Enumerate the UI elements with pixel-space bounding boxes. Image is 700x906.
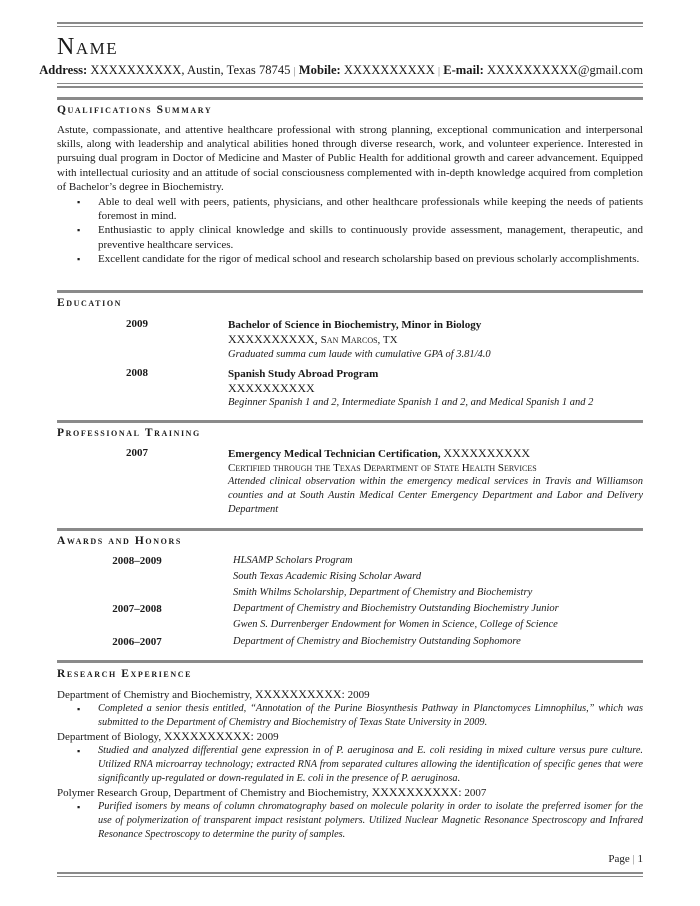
education-title: Education — [57, 297, 123, 309]
qualifications-title: Qualifications Summary — [57, 104, 213, 116]
training-title: Professional Training — [57, 427, 201, 439]
top-rule-thin — [57, 26, 643, 27]
degree: Bachelor of Science in Biochemistry, Minor in Biology — [228, 319, 482, 331]
position-year: 2009 — [347, 689, 370, 701]
position-year: 2009 — [256, 731, 279, 743]
education-year: 2008 — [126, 367, 148, 379]
mobile-value: XXXXXXXXXX — [343, 63, 435, 77]
list-item: ▪ Enthusiastic to apply clinical knowledge and skills to continuously provide assessment, management, therapeutic, and preventive healthcare services. — [57, 223, 643, 251]
institution — [228, 332, 643, 348]
certification-org: XXXXXXXXXX — [443, 446, 531, 460]
award-year: 2006–2007 — [112, 636, 162, 648]
position-heading: Department of Biology, — [57, 731, 162, 743]
list-item: ▪ Studied and analyzed differential gene expression in of P. aeruginosa and E. coli residing in mixed culture versus pure culture. Utilized RNA microarray technology; extracted RNA from separated cultures allowing the identification of specific genes that were significantly up-regulated or down-regulated in E. coli in the presence of P. aeruginosa. — [57, 744, 643, 787]
training-year: 2007 — [126, 447, 148, 459]
contact-line — [39, 63, 643, 78]
research-bullets — [57, 702, 643, 730]
separator: | — [293, 66, 296, 77]
top-rule — [57, 22, 643, 24]
training-entry — [228, 446, 643, 517]
list-item: ▪ Able to deal well with peers, patients, physicians, and other healthcare professionals while keeping the needs of patients foremost in mind. — [57, 195, 643, 223]
section-rule — [57, 528, 643, 531]
award-year: 2008–2009 — [112, 555, 162, 567]
separator: | — [438, 66, 441, 77]
section-rule — [57, 660, 643, 663]
institution — [228, 381, 643, 396]
certification-name: Emergency Medical Technician Certification, — [228, 448, 441, 460]
qualifications-bullets — [57, 195, 643, 266]
award-item: HLSAMP Scholars Program — [233, 555, 353, 566]
school-name: XXXXXXXXXX, — [228, 332, 318, 346]
degree: Spanish Study Abroad Program — [228, 368, 379, 380]
position-heading: Department of Chemistry and Biochemistry, — [57, 689, 253, 701]
qualifications-summary: Astute, compassionate, and attentive healthcare professional with strong planning, exceptional communication and interpersonal skills, along with leadership and analytical abilities honed through diverse research, work, and volunteer experience. Interested in pursuing dual program in Doctor of Medicine and Master of Public Health for additional growth and career advancement. Equipped with intellectual curiosity and an attitude of social consciousness complemented with in-depth knowledge acquired from completion of Bachelor’s degree in Biochemistry. — [57, 124, 643, 193]
education-note: Beginner Spanish 1 and 2, Intermediate Spanish 1 and 2, and Medical Spanish 1 and 2 — [228, 397, 594, 408]
award-item: Smith Whilms Scholarship, Department of Chemistry and Biochemistry — [233, 587, 533, 598]
address-label: Address: — [39, 63, 88, 77]
training-heading — [228, 446, 643, 461]
list-item: ▪ Completed a senior thesis entitled, “Annotation of the Purine Biosynthesis Pathway in Planctomyces Limnophilus,” which was submitted to the Department of Chemistry and Biochemistry of Texas State University in 2009. — [57, 702, 643, 730]
bottom-rule — [57, 872, 643, 874]
award-item: South Texas Academic Rising Scholar Award — [233, 571, 422, 582]
section-rule — [57, 290, 643, 293]
award-item: Department of Chemistry and Biochemistry Outstanding Biochemistry Junior — [233, 603, 559, 614]
section-rule — [57, 97, 643, 100]
award-item: Department of Chemistry and Biochemistry Outstanding Sophomore — [233, 636, 521, 647]
position-org: XXXXXXXXXX: — [163, 729, 254, 743]
header-rule-thick — [57, 86, 643, 88]
education-year: 2009 — [126, 318, 148, 330]
position-org: XXXXXXXXXX: — [371, 785, 462, 799]
research-title: Research Experience — [57, 668, 193, 680]
training-note: Attended clinical observation within the emergency medical services in Travis and Williamson counties and at South Austin Medical Center Emergency Department and Labor and Delivery Department — [228, 476, 643, 515]
section-rule — [57, 420, 643, 423]
school-location: San Marcos, TX — [320, 334, 398, 346]
research-position — [57, 687, 370, 702]
page-number: 1 — [637, 853, 643, 865]
research-position — [57, 729, 279, 744]
education-note: Graduated summa cum laude with cumulative GPA of 3.81/4.0 — [228, 349, 491, 360]
page-label: Page — [608, 853, 630, 865]
research-position — [57, 785, 486, 800]
email-value[interactable]: XXXXXXXXXX@gmail.com — [486, 63, 643, 77]
award-item: Gwen S. Durrenberger Endowment for Women in Science, College of Science — [233, 619, 558, 630]
position-org: XXXXXXXXXX: — [254, 687, 345, 701]
research-bullets — [57, 744, 643, 787]
position-heading: Polymer Research Group, Department of Chemistry and Biochemistry, — [57, 787, 369, 799]
awards-title: Awards and Honors — [57, 535, 182, 547]
certifier: Certified through the Texas Department of State Health Services — [228, 462, 537, 474]
education-entry — [228, 367, 643, 410]
award-year: 2007–2008 — [112, 603, 162, 615]
school-name: XXXXXXXXXX — [228, 381, 315, 395]
bottom-rule-thin — [57, 876, 643, 877]
header-rule — [57, 83, 643, 84]
email-label: E-mail: — [443, 63, 484, 77]
address-value: XXXXXXXXXX, Austin, Texas 78745 — [90, 63, 291, 77]
list-item: ▪ Excellent candidate for the rigor of medical school and research scholarship based on previous scholarly accomplishments. — [57, 252, 643, 266]
research-bullets — [57, 800, 643, 843]
position-year: 2007 — [464, 787, 487, 799]
separator: | — [632, 853, 635, 865]
mobile-label: Mobile: — [298, 63, 341, 77]
education-entry — [228, 318, 643, 362]
list-item: ▪ Purified isomers by means of column chromatography based on molecule polarity in order to isolate the preferred isomer for the use of polymerization of transparent impact resistant polymers. Utilized Nuclear Magnetic Resonance Spectroscopy and Infrared Resonance Spectroscopy to determine the purity of samples. — [57, 800, 643, 843]
page-footer — [608, 853, 643, 865]
candidate-name: Name — [57, 34, 119, 60]
